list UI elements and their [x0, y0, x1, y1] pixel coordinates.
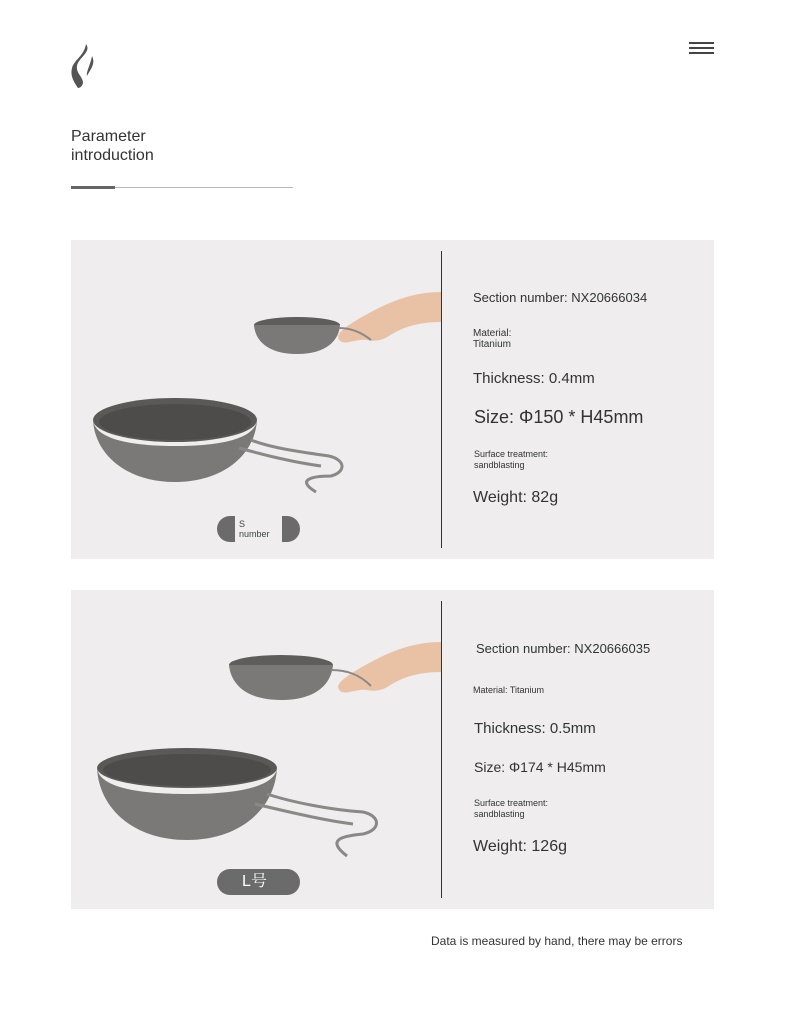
- section-number: Section number: NX20666034: [473, 290, 648, 305]
- surface-treatment: Surface treatment: sandblasting: [474, 449, 549, 470]
- badge-label: L号: [242, 873, 267, 890]
- product-photo-small: [71, 240, 441, 559]
- page-title: [71, 127, 154, 165]
- title-divider-accent: [71, 186, 115, 189]
- size-badge: [217, 869, 300, 895]
- badge-word: number: [239, 529, 270, 539]
- title-line-2: introduction: [71, 147, 154, 164]
- size-badge: [217, 516, 300, 542]
- thickness: Thickness: 0.4mm: [473, 370, 595, 387]
- material: Material: Titanium: [473, 685, 545, 695]
- divider-line: [441, 251, 442, 548]
- thickness: Thickness: 0.5mm: [474, 720, 596, 737]
- section-number: Section number: NX20666035: [476, 641, 651, 656]
- footnote: Data is measured by hand, there may be errors: [431, 934, 683, 948]
- flame-logo-icon[interactable]: [68, 42, 100, 90]
- title-line-1: Parameter: [71, 128, 146, 145]
- product-card-large: [71, 590, 714, 909]
- product-card-small: [71, 240, 714, 559]
- weight: Weight: 82g: [473, 489, 559, 506]
- material: Material: Titanium: [473, 328, 512, 350]
- surface-treatment: Surface treatment: sandblasting: [474, 798, 549, 819]
- weight: Weight: 126g: [473, 838, 567, 855]
- hamburger-menu-icon[interactable]: [689, 42, 714, 58]
- size: Size: Φ174 * H45mm: [474, 759, 606, 775]
- badge-letter: S: [239, 519, 246, 529]
- product-photo-large: [71, 590, 441, 909]
- size: Size: Φ150 * H45mm: [474, 407, 644, 427]
- divider-line: [441, 601, 442, 898]
